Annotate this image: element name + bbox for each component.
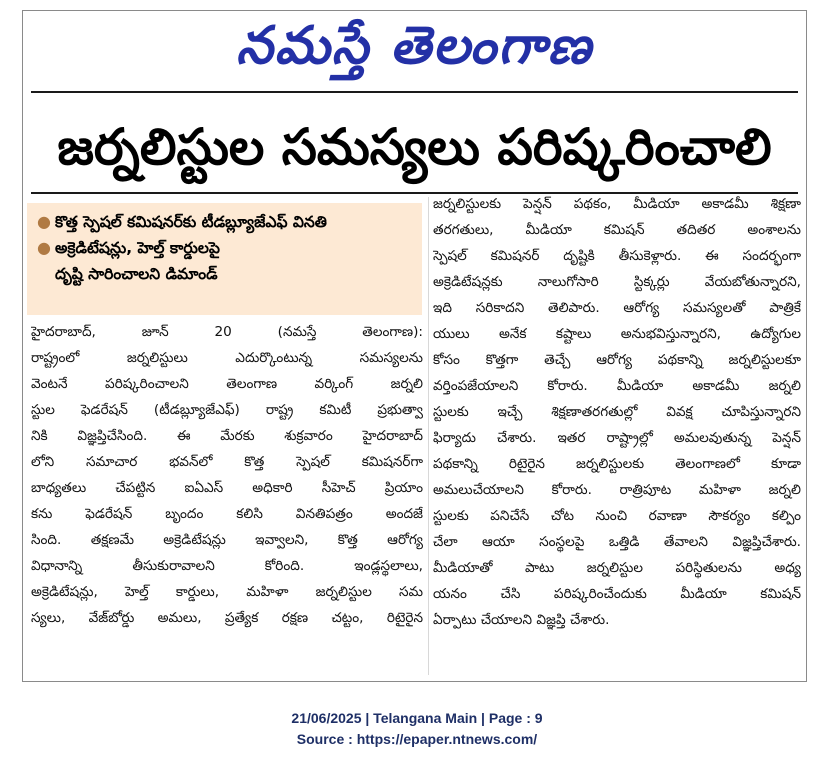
masthead-logo: నమస్తే తెలంగాణ: [236, 16, 593, 76]
text-line: మీడియాతో పాటు జర్నలిస్టుల పరిస్థితులను అధ్య: [433, 560, 801, 576]
text-line: స్టులకు పనిచేసే చోట నుంచి రవాణా సౌకర్యం కల్పిం: [433, 508, 801, 524]
article-column-left: [31, 319, 423, 631]
text-line: వెంటనే పరిష్కరించాలని తెలంగాణ వర్కింగ్ జర్నలి: [31, 376, 423, 392]
text-line: అమలుచేయాలని కోరారు. రాత్రిపూట మహిళా జర్నలి: [433, 482, 801, 498]
text-line: హైదరాబాద్, జూన్ 20 (నమస్తే తెలంగాణ):: [31, 324, 423, 340]
deck-box: [27, 203, 422, 315]
text-line: లోని సమాచార భవన్‌లో కొత్త స్పెషల్ కమిషనర్‌గా: [31, 454, 423, 470]
text-line: చేలా ఆయా సంస్థలపై ఒత్తిడి తేవాలని విజ్ఞప్తిచేశారు.: [433, 534, 801, 550]
text-line: ఫిర్యాదు చేశారు. ఇతర రాష్ట్రాల్లో అమలవుతున్న పెన్షన్: [433, 430, 801, 446]
text-line: రాష్ట్రంలో జర్నలిస్టులు ఎదుర్కొంటున్న సమస్యలను: [31, 350, 423, 366]
text-line: స్పెషల్ కమిషనర్ దృష్టికి తీసుకెళ్లారు. ఈ సందర్భంగా: [433, 248, 801, 264]
text-line: యనం చేసి పరిష్కరించేందుకు మీడియా కమిషన్: [433, 586, 801, 602]
bullet-icon: ●: [37, 238, 51, 257]
text-line: తరగతులు, మీడియా కమిషన్ తదితర అంశాలను: [433, 222, 801, 238]
publication-info: 21/06/2025 | Telangana Main | Page : 9: [291, 710, 543, 726]
text-line: ఇది సరికాదని తెలిపారు. ఆరోగ్య సమస్యలతో పాత్రికే: [433, 300, 801, 316]
text-line: కోసం కొత్తగా తెచ్చే ఆరోగ్య పథకాన్ని జర్నలిస్టులకూ: [433, 352, 801, 368]
column-divider: [428, 197, 429, 675]
deck-item: [37, 209, 412, 235]
text-line: పథకాన్ని రిటైరైన జర్నలిస్టులకు తెలంగాణలో కూడా: [433, 456, 801, 472]
text-line: స్యలు, వేజ్‌బోర్డు అమలు, ప్రత్యేక రక్షణ చట్టం, రిటైరైన: [31, 610, 423, 626]
text-line: ఏర్పాటు చేయాలని విజ్ఞప్తి చేశారు.: [433, 612, 610, 628]
deck-item: [37, 235, 412, 261]
deck-text: కొత్త స్పెషల్ కమిషనర్‌కు టీడబ్ల్యూజేఎఫ్ వినతి: [55, 213, 327, 231]
text-line: బాధ్యతలు చేపట్టిన ఐఏఎస్ అధికారి సీహెచ్ ప్రియాం: [31, 480, 423, 496]
masthead-divider: [31, 91, 798, 93]
deck-text: అక్రెడిటేషన్లు, హెల్త్ కార్డులపై: [55, 239, 220, 257]
text-line: అక్రెడిటేషన్లు, హెల్త్ కార్డులు, మహిళా జర్నలిస్టుల సమ: [31, 584, 423, 600]
article-column-right: [433, 191, 801, 633]
text-line: సింది. తక్షణమే అక్రెడిటేషన్లు ఇవ్వాలని, కొత్త ఆరోగ్య: [31, 532, 423, 548]
text-line: అక్రెడిటేషన్లకు నాలుగోసారి స్టిక్కర్లు వేయబోతున్నారని,: [433, 274, 801, 290]
text-line: స్టులకు ఇచ్చే శిక్షణాతరగతుల్లో వివక్ష చూపిస్తున్నారని: [433, 404, 801, 420]
text-line: జర్నలిస్టులకు పెన్షన్ పథకం, మీడియా అకాడమీ శిక్షణా: [433, 196, 801, 212]
headline: జర్నలిస్టుల సమస్యలు పరిష్కరించాలి: [57, 118, 772, 176]
text-line: స్టుల ఫెడరేషన్ (టీడబ్ల్యూజేఎఫ్) రాష్ట్ర కమిటీ ప్రభుత్వా: [31, 402, 423, 418]
deck-text: దృష్టి సారించాలని డిమాండ్: [55, 265, 218, 283]
newspaper-clipping: [22, 10, 807, 682]
text-line: వర్తింపజేయాలని కోరారు. మీడియా అకాడమీ జర్నలి: [433, 378, 801, 394]
text-line: నికి విజ్ఞప్తిచేసింది. ఈ మేరకు శుక్రవారం హైదరాబాద్: [31, 428, 423, 444]
text-line: కను ఫెడరేషన్ బృందం కలిసి వినతిపత్రం అందజే: [31, 506, 423, 522]
source-link[interactable]: Source : https://epaper.ntnews.com/: [296, 731, 538, 747]
text-line: యులు అనేక కష్టాలు అనుభవిస్తున్నారని, ఉద్యోగుల: [433, 326, 801, 342]
text-line: విధానాన్ని తీసుకురావాలని కోరింది. ఇండ్లస్థలాలు,: [31, 558, 423, 574]
bullet-icon: ●: [37, 212, 51, 231]
deck-item-continuation: [37, 261, 412, 287]
